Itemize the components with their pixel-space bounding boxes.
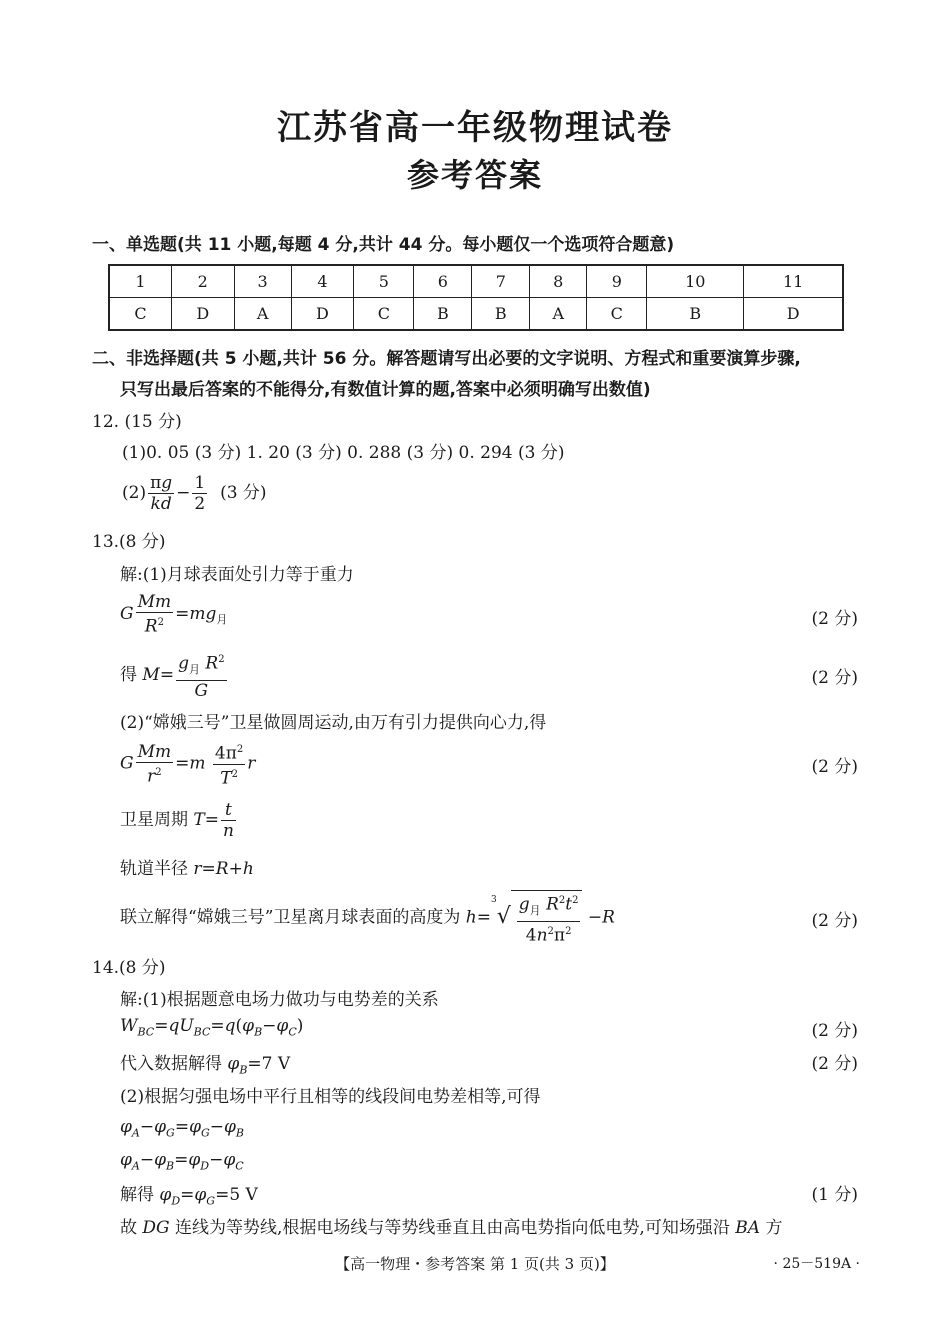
q13-score2: (2 分) [811, 668, 858, 688]
cube-root: $^3$√ $\frac{g_月 R^2t^2}{4n^2\pi^2}$ [491, 890, 582, 946]
answer-number: 11 [744, 265, 843, 298]
q13-score4: (2 分) [811, 911, 858, 931]
answer-number: 3 [234, 265, 291, 298]
page-subtitle: 参考答案 [406, 156, 543, 194]
page-title: 江苏省高一年级物理试卷 [277, 108, 673, 148]
q14-score2: (2 分) [811, 1054, 858, 1074]
q13-line1: 解:(1)月球表面处引力等于重力 [120, 565, 354, 585]
answer-table [108, 264, 844, 331]
q13-formula5: 轨道半径 r=R+h [120, 859, 254, 879]
q13-line4: (2)“嫦娥三号”卫星做圆周运动,由万有引力提供向心力,得 [120, 713, 547, 733]
q13-formula2: 得 M= $\frac{g_月 R^2}{G}$ [120, 650, 229, 701]
answer-letter: D [171, 298, 234, 331]
q13-l8-prefix: 联立解得“嫦娥三号”卫星离月球表面的高度为 [120, 907, 461, 928]
q13-formula4: 卫星周期 T= $\frac{t}{n}$ [120, 800, 234, 841]
formula-fraction: $\frac{4\pi^2}{T^2}$ [213, 740, 245, 788]
q14-header: 14.(8 分) [92, 958, 166, 978]
q14-l3-prefix: 代入数据解得 [120, 1054, 222, 1074]
answer-letter: C [587, 298, 647, 331]
answer-numbers-row [109, 265, 843, 298]
q13-score1: (2 分) [811, 609, 858, 629]
answer-number: 2 [171, 265, 234, 298]
answer-letter: A [234, 298, 291, 331]
q14-formula1: $W_{BC}=qU_{BC}=q(\varphi_B-\varphi_C)$ [120, 1016, 304, 1039]
answer-number: 4 [291, 265, 354, 298]
q13-formula1: G $\frac{Mm}{R^2}$ $=mg_月$ [120, 592, 228, 637]
answer-number: 5 [354, 265, 414, 298]
formula-fraction: $\frac{Mm}{r^2}$ [137, 741, 172, 787]
answer-number: 6 [414, 265, 472, 298]
answer-letter: A [530, 298, 587, 331]
q13-formula3: G $\frac{Mm}{r^2}$ =m $\frac{4\pi^2}{T^2}$ r [120, 741, 256, 789]
answer-letter: C [354, 298, 414, 331]
q14-line4: (2)根据匀强电场中平行且相等的线段间电势差相等,可得 [120, 1087, 541, 1107]
q14-score3: (1 分) [811, 1185, 858, 1205]
q12-part2-label: (2) [122, 483, 147, 503]
q12-header: 12. (15 分) [92, 412, 182, 432]
q14-l8-b: 连线为等势线,根据电场线与等势线垂直且由高电势指向低电势,可知场强沿 [175, 1218, 730, 1238]
formula-fraction: $\frac{g_月 R^2t^2}{4n^2\pi^2}$ [517, 891, 581, 946]
answer-letter: D [744, 298, 843, 331]
q13-l3-prefix: 得 [120, 665, 137, 686]
q14-l8-a: 故 [120, 1218, 137, 1238]
section1-heading: 一、单选题(共 11 小题,每题 4 分,共计 44 分。每小题仅一个选项符合题意) [92, 235, 675, 255]
answer-letter: B [414, 298, 472, 331]
q14-line8: 故 DG 连线为等势线,根据电场线与等势线垂直且由高电势指向低电势,可知场强沿 BA 方 [120, 1218, 783, 1238]
page-footer: 【高一物理・参考答案 第 1 页(共 3 页)】 [335, 1255, 615, 1273]
q14-formula4: $\varphi_A-\varphi_B=\varphi_D-\varphi_C$ [120, 1150, 244, 1173]
q14-l7-prefix: 解得 [120, 1185, 154, 1205]
document-code: · 25－519A · [773, 1256, 860, 1272]
q12-part2: (2) $\frac{\pi g}{kd}$ − $\frac{1}{2}$ (3 分) [122, 473, 267, 514]
formula-fraction: $\frac{g_月 R^2}{G}$ [176, 650, 226, 701]
q13-l6-prefix: 卫星周期 [120, 810, 188, 830]
q14-formula5: 解得 $\varphi_D=\varphi_G=5$ V [120, 1185, 258, 1208]
formula-fraction: $\frac{1}{2}$ [194, 473, 206, 514]
answer-number: 8 [530, 265, 587, 298]
answer-number: 10 [647, 265, 744, 298]
answer-number: 9 [587, 265, 647, 298]
section2-heading-cont: 只写出最后答案的不能得分,有数值计算的题,答案中必须明确写出数值) [120, 380, 651, 400]
formula-fraction: $\frac{Mm}{R^2}$ [137, 592, 172, 637]
q14-formula3: $\varphi_A-\varphi_G=\varphi_G-\varphi_B$ [120, 1117, 245, 1140]
q12-part1: (1)0. 05 (3 分) 1. 20 (3 分) 0. 288 (3 分) 0. 294 (3 分) [122, 443, 565, 463]
q14-l8-c: 方 [765, 1218, 783, 1238]
answer-number: 1 [109, 265, 171, 298]
formula-fraction: $\frac{t}{n}$ [223, 800, 234, 841]
answer-letter: D [291, 298, 354, 331]
q14-score1: (2 分) [811, 1021, 858, 1041]
answer-letter: B [472, 298, 530, 331]
answer-letter: C [109, 298, 171, 331]
q13-l7-label: 轨道半径 [120, 859, 188, 879]
q14-line1: 解:(1)根据题意电场力做功与电势差的关系 [120, 990, 439, 1010]
q13-formula6: 联立解得“嫦娥三号”卫星离月球表面的高度为 h=$^3$√ $\frac{g_月 R^2t^2}{4n^2\pi^2}$ −R [120, 890, 615, 946]
q14-formula2: 代入数据解得 $\varphi_B=7$ V [120, 1054, 291, 1077]
q13-score3: (2 分) [811, 757, 858, 777]
q12-part2-score: (3 分) [220, 483, 267, 503]
q13-header: 13.(8 分) [92, 532, 166, 552]
answer-letter: B [647, 298, 744, 331]
answer-number: 7 [472, 265, 530, 298]
section2-heading: 二、非选择题(共 5 小题,共计 56 分。解答题请写出必要的文字说明、方程式和重要演算步骤, [92, 349, 801, 369]
answer-letters-row [109, 298, 843, 331]
formula-fraction: $\frac{\pi g}{kd}$ [150, 473, 173, 514]
